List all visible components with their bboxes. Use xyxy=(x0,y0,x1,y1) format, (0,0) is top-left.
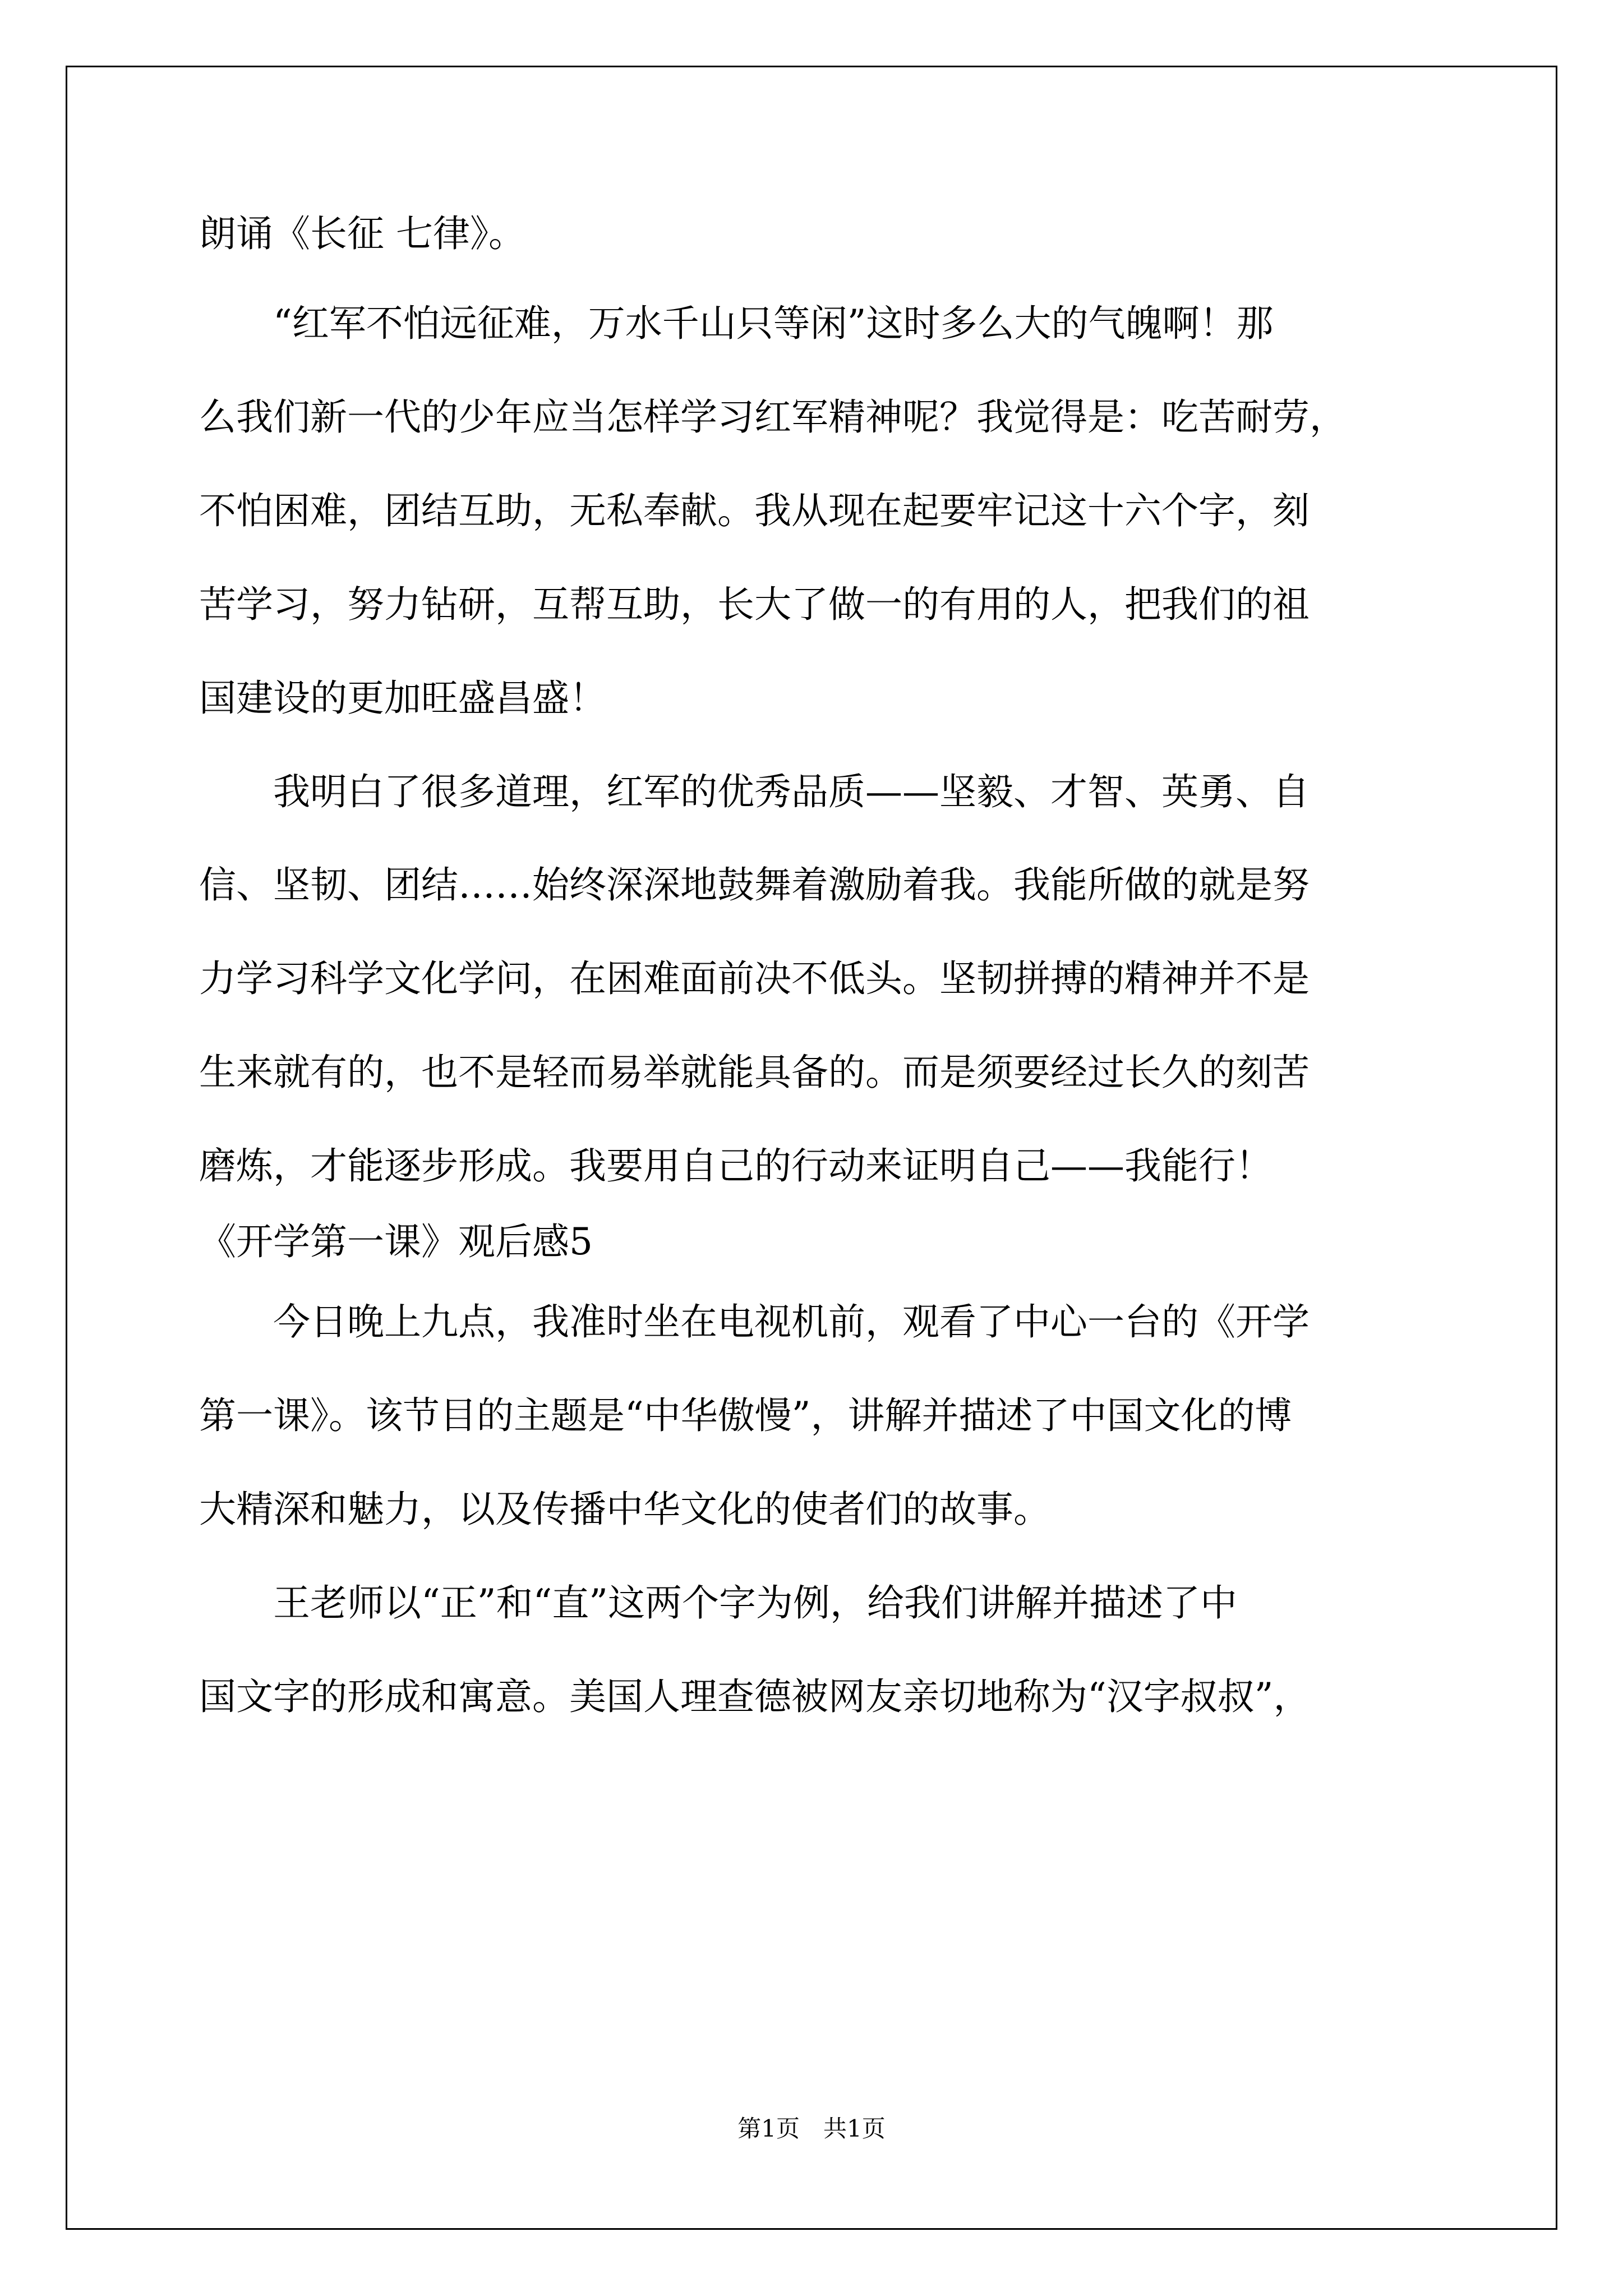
text-line: 朗诵《长征 七律》。 xyxy=(199,212,525,255)
text-line: “红军不怕远征难，万水千山只等闲”这时多么大的气魄啊！那 xyxy=(199,302,1274,345)
text-line: 国建设的更加旺盛昌盛！ xyxy=(199,677,606,720)
text-line: 苦学习，努力钻研，互帮互助，长大了做一的有用的人，把我们的祖 xyxy=(199,583,1310,626)
text-line: 不怕困难，团结互助，无私奉献。我从现在起要牢记这十六个字，刻 xyxy=(199,489,1310,532)
text-line: 王老师以“正”和“直”这两个字为例，给我们讲解并描述了中 xyxy=(199,1581,1237,1625)
text-line: 力学习科学文化学问，在困难面前决不低头。坚韧拼搏的精神并不是 xyxy=(199,957,1310,1000)
section-heading: 《开学第一课》观后感5 xyxy=(199,1220,593,1263)
text-line: 磨炼，才能逐步形成。我要用自己的行动来证明自己——我能行！ xyxy=(199,1144,1272,1188)
text-line: 今日晚上九点，我准时坐在电视机前，观看了中心一台的《开学 xyxy=(199,1300,1310,1343)
text-line: 么我们新一代的少年应当怎样学习红军精神呢？我觉得是：吃苦耐劳， xyxy=(199,395,1347,439)
text-line: 大精深和魅力，以及传播中华文化的使者们的故事。 xyxy=(199,1488,1050,1531)
page-footer: 第1页 共1页 xyxy=(737,2115,886,2142)
text-line: 国文字的形成和寓意。美国人理查德被网友亲切地称为“汉字叔叔”， xyxy=(199,1675,1311,1718)
text-line: 生来就有的，也不是轻而易举就能具备的。而是须要经过长久的刻苦 xyxy=(199,1051,1310,1094)
text-line: 第一课》。该节目的主题是“中华傲慢”，讲解并描述了中国文化的博 xyxy=(199,1394,1292,1437)
text-line: 信、坚韧、团结……始终深深地鼓舞着激励着我。我能所做的就是努 xyxy=(199,863,1310,907)
text-line: 我明白了很多道理，红军的优秀品质——坚毅、才智、英勇、自 xyxy=(199,770,1310,813)
